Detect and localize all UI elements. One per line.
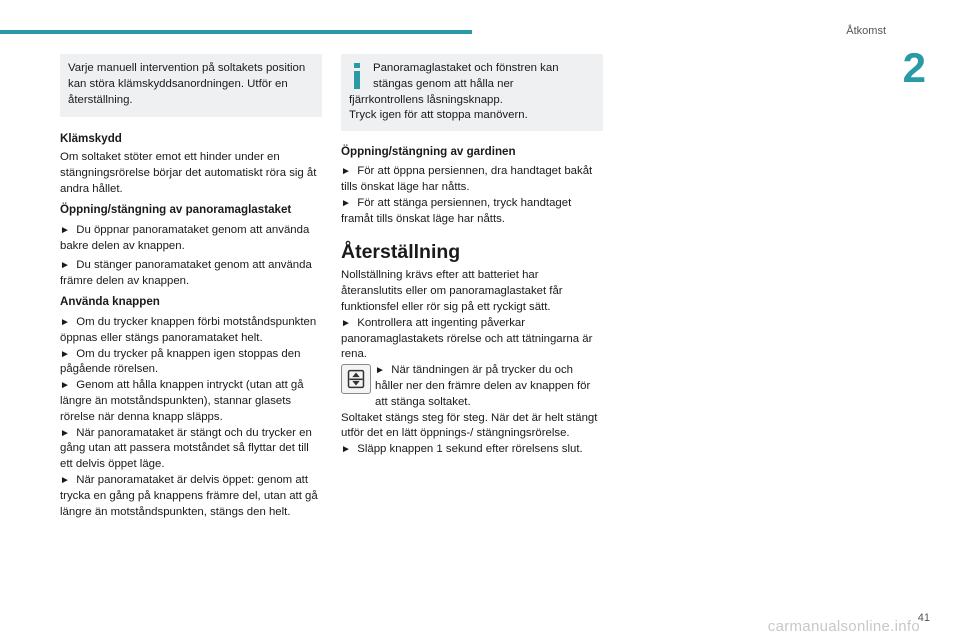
info-note-text-3: Tryck igen för att stoppa manövern. xyxy=(349,109,528,122)
bullet-arrow-icon: ► xyxy=(60,260,70,272)
bullet-arrow-icon: ► xyxy=(341,166,351,178)
heading-aterstallning: Återställning xyxy=(341,241,461,264)
bullet-arrow-icon: ► xyxy=(60,474,70,486)
heading-klamskydd: Klämskydd xyxy=(60,132,122,146)
bullet-arrow-icon: ► xyxy=(341,197,351,209)
right-column xyxy=(341,54,603,458)
list-item: ► När panoramataket är delvis öppet: genom att trycka en gång på knappens främre del, utan att gå längre än motståndspunkten, stängs den helt. xyxy=(60,473,318,518)
bullet-arrow-icon: ► xyxy=(341,317,351,329)
heading-gardinen: Öppning/stängning av gardinen xyxy=(341,145,516,159)
list-item: ► När panoramataket är stängt och du trycker en gång utan att passera motståndet så flyttar det till ett delvis öppet läge. xyxy=(60,426,312,471)
paragraph-steg-for-steg: Soltaket stängs steg för steg. När det är helt stängt utför det en lätt öppnings-/ stängningsrörelse. xyxy=(341,411,598,440)
info-note-text-1: Panoramaglastaket och fönstren kan stängas genom att hålla ner xyxy=(373,62,559,90)
list-item: ► Kontrollera att ingenting påverkar panoramaglastakets rörelse och att tätningarna är rena. xyxy=(341,316,593,361)
paragraph-aterstallning: Nollställning krävs efter att batteriet har återanslutits eller om panoramaglastaket får funktionsfel eller rör sig på ett ryckigt sätt. xyxy=(341,269,563,313)
header-accent-bar xyxy=(0,30,472,34)
page-number: 41 xyxy=(917,612,930,624)
list-item: ► Släpp knappen 1 sekund efter rörelsens slut. xyxy=(341,443,583,456)
bullet-arrow-icon: ► xyxy=(341,444,351,456)
bullet-arrow-icon: ► xyxy=(60,316,70,328)
list-item: ► Du öppnar panoramataket genom att använda bakre delen av knappen. xyxy=(60,223,310,252)
bullet-arrow-icon: ► xyxy=(375,365,385,377)
list-item: ► Om du trycker knappen förbi motståndspunkten öppnas eller stängs panoramataket helt. xyxy=(60,315,317,344)
info-note-text-2: fjärrkontrollens låsningsknapp. xyxy=(349,93,503,106)
watermark: carmanualsonline.info xyxy=(767,618,920,635)
list-item: ► Genom att hålla knappen intryckt (utan att gå längre än motståndspunkten), stannar glasets rörelse när denna knapp släpps. xyxy=(60,379,304,423)
list-item: ► För att öppna persiennen, dra handtaget bakåt tills önskat läge har nåtts. xyxy=(341,165,593,193)
bullet-arrow-icon: ► xyxy=(60,380,70,392)
bullet-arrow-icon: ► xyxy=(60,427,70,439)
roof-button-icon xyxy=(341,364,371,394)
heading-oppning-panoramaglastak: Öppning/stängning av panoramaglastaket xyxy=(60,202,292,216)
warning-note xyxy=(60,54,322,117)
info-note xyxy=(341,54,603,131)
bullet-arrow-icon: ► xyxy=(60,348,70,360)
list-item: ► Om du trycker på knappen igen stoppas den pågående rörelsen. xyxy=(60,347,301,376)
section-title: Åtkomst xyxy=(846,25,886,37)
list-item: ► För att stänga persiennen, tryck handtaget framåt tills önskat läge har nåtts. xyxy=(341,196,572,225)
list-item: ► Du stänger panoramataket genom att använda främre delen av knappen. xyxy=(60,259,312,288)
paragraph-klamskydd: Om soltaket stöter emot ett hinder under en stängningsrörelse börjar det automatiskt röra sig åt andra hållet. xyxy=(60,151,317,195)
left-column xyxy=(60,54,322,520)
info-icon xyxy=(349,61,367,91)
bullet-arrow-icon: ► xyxy=(60,224,70,236)
list-item-with-button-icon: ► När tändningen är på trycker du och håller ner den främre delen av knappen för att stänga soltaket. xyxy=(341,363,603,410)
chapter-number: 2 xyxy=(902,44,926,91)
heading-anvanda-knappen: Använda knappen xyxy=(60,294,160,308)
warning-note-text: Varje manuell intervention på soltakets position kan störa klämskyddsanordningen. Utför en återställning. xyxy=(68,62,306,106)
